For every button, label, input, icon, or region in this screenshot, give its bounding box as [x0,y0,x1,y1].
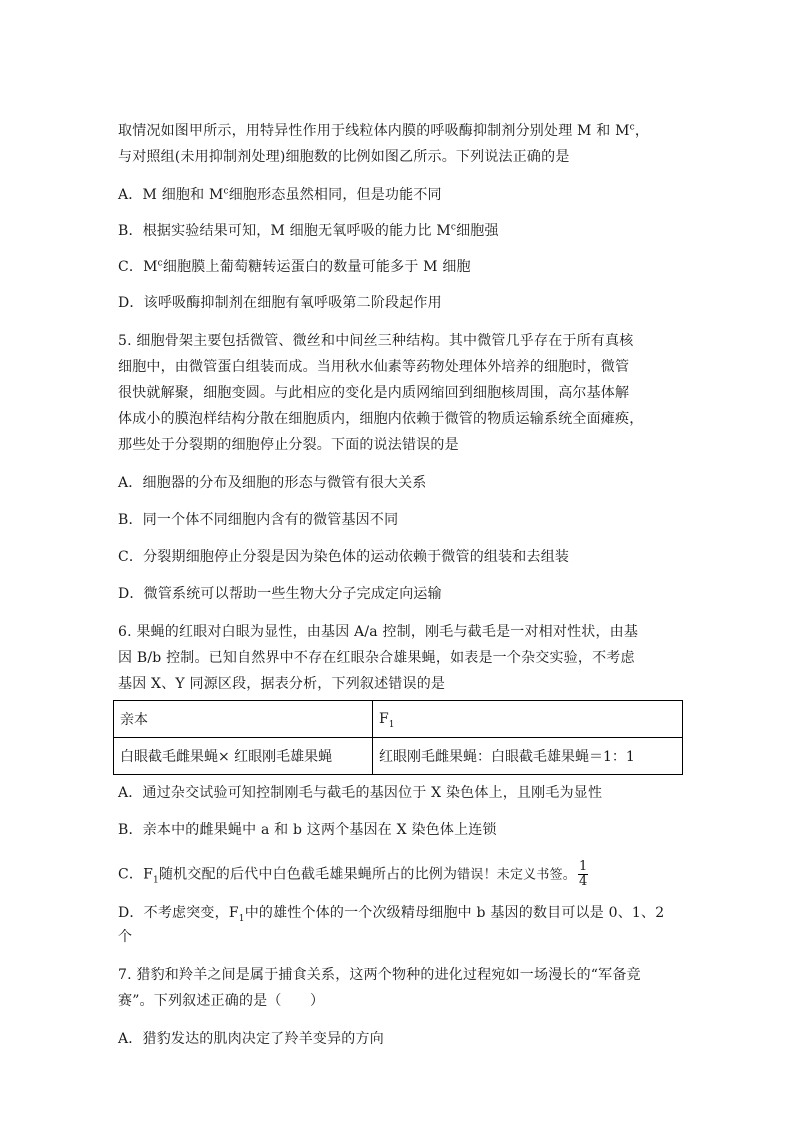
q4-option-a-pre: A．M 细胞和 M [118,187,224,203]
q6-stem-line-2: 因 B/b 控制。已知自然界中不存在红眼杂合雄果蝇，如表是一个杂交实验，不考虑 [118,650,635,666]
q4-option-c-post: 细胞膜上葡萄糖转运蛋白的数量可能多于 M 细胞 [162,259,471,275]
q6-option-d-sub: 1 [238,913,245,924]
q4-option-c-pre: C．M [118,259,158,275]
q5-option-c: C．分裂期细胞停止分裂是因为染色体的运动依赖于微管的组装和去组装 [118,549,570,565]
fraction-numerator: 1 [578,859,588,874]
q4-option-d: D．该呼吸酶抑制剂在细胞有氧呼吸第二阶段起作用 [118,295,442,311]
table-header-parent: 亲本 [114,701,373,738]
q4-option-b [118,221,499,241]
q6-stem-line-1: 6. 果蝇的红眼对白眼为显性，由基因 A/a 控制，刚毛与截毛是一对相对性状，由基 [118,624,639,640]
q5-stem-line-2: 细胞中，由微管蛋白组装而成。当用秋水仙素等药物处理体外培养的细胞时，微管 [118,359,630,375]
q4-stem-line-1 [118,121,649,141]
q4-stem-sup: c [629,122,635,133]
q6-option-b: B．亲本中的雌果蝇中 a 和 b 这两个基因在 X 染色体上连锁 [118,822,497,838]
q6-option-d-cont: 个 [118,929,133,945]
q5-option-b: B．同一个体不同细胞内含有的微管基因不同 [118,512,399,528]
fraction-one-quarter [578,860,588,889]
q4-option-b-sup: c [450,222,457,233]
q4-stem-line-2: 与对照组(未用抑制剂处理)细胞数的比例如图乙所示。下列说法正确的是 [118,149,570,165]
q5-stem-line-1: 5. 细胞骨架主要包括微管、微丝和中间丝三种结构。其中微管几乎存在于所有真核 [118,333,634,349]
q5-stem-line-4: 体成小的膜泡样结构分散在细胞质内，细胞内依赖于微管的物质运输系统全面瘫痪， [118,411,644,427]
q5-option-a: A．细胞器的分布及细胞的形态与微管有很大关系 [118,475,427,491]
q4-option-b-post: 细胞强 [456,223,499,239]
table-header-f1-main: F [379,711,389,727]
q6-option-c-post: 随机交配的后代中白色截毛雄果蝇所占的比例为 [158,866,458,883]
bookmark-error-text: 错误！未定义书签。 [457,867,576,883]
q4-option-c-sup: c [157,258,163,269]
table-cell-parent: 白眼截毛雌果蝇× 红眼刚毛雄果蝇 [114,738,373,775]
q4-option-c [118,257,471,277]
q6-option-a: A．通过杂交试验可知控制刚毛与截毛的基因位于 X 染色体上，且刚毛为显性 [118,785,603,801]
q4-option-a-sup: c [223,186,229,197]
q6-option-c-pre: C．F [118,866,154,883]
cross-table [113,700,683,775]
q4-option-a [118,185,442,205]
q7-stem-line-2: 赛”。下列叙述正确的是（ ） [118,993,325,1009]
q4-option-b-pre: B．根据实验结果可知，M 细胞无氧呼吸的能力比 M [118,223,451,239]
fraction-denominator: 4 [578,874,588,889]
q6-stem-line-3: 基因 X、Y 同源区段，据表分析，下列叙述错误的是 [118,676,446,692]
q4-stem-text-1: 取情况如图甲所示，用特异性作用于线粒体内膜的呼吸酶抑制剂分别处理 M 和 M [118,123,630,139]
q6-option-c-sub: 1 [153,875,159,886]
table-row [114,738,683,775]
q6-option-d [118,903,664,923]
q7-option-a: A．猎豹发达的肌肉决定了羚羊变异的方向 [118,1031,384,1047]
q7-stem-line-1: 7. 猎豹和羚羊之间是属于捕食关系，这两个物种的进化过程宛如一场漫长的“军备竞 [118,967,641,983]
q5-option-d: D．微管系统可以帮助一些生物大分子完成定向运输 [118,586,442,602]
table-header-f1-sub: 1 [388,719,395,730]
q4-stem-end: ， [634,123,650,139]
q6-option-d-post: 中的雄性个体的一个次级精母细胞中 b 基因的数目可以是 0、1、2 [244,905,665,921]
q6-option-d-pre: D．不考虑突变，F [118,905,239,921]
q4-option-a-post: 细胞形态虽然相同，但是功能不同 [228,187,442,203]
table-header-f1 [373,701,683,738]
q6-option-c [118,860,588,889]
table-cell-f1: 红眼刚毛雌果蝇：白眼截毛雄果蝇＝1：1 [373,738,683,775]
table-row [114,701,683,738]
q5-stem-line-5: 那些处于分裂期的细胞停止分裂。下面的说法错误的是 [118,437,459,453]
q5-stem-line-3: 很快就解聚，细胞变圆。与此相应的变化是内质网缩回到细胞核周围，高尔基体解 [118,385,630,401]
